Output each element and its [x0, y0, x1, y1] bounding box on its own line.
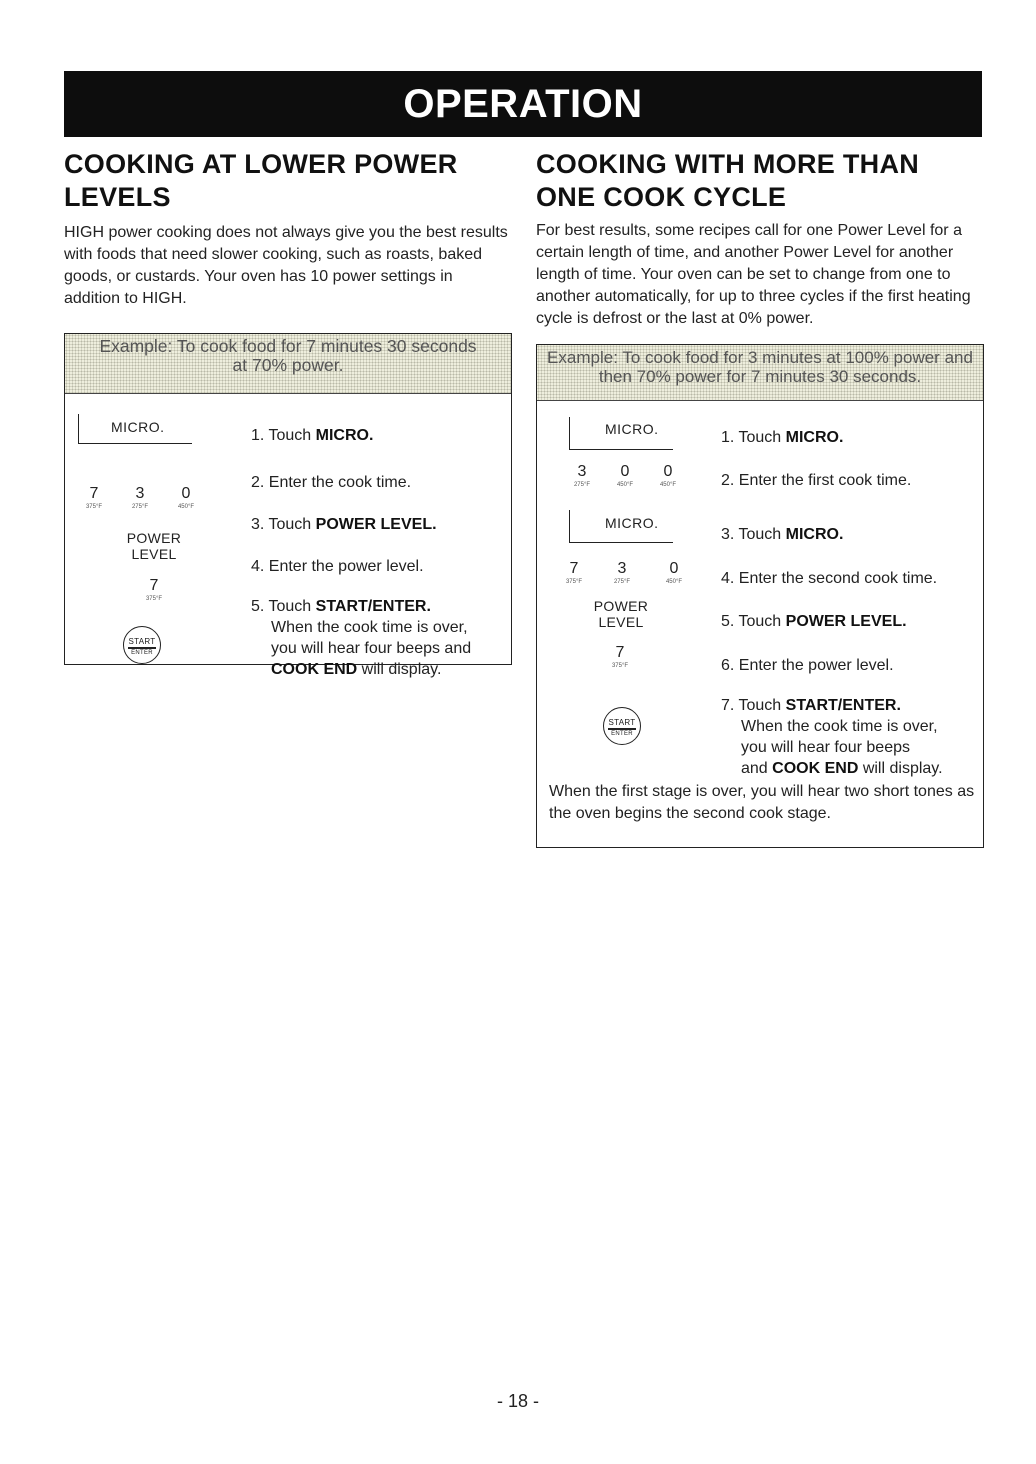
digit-num: 7 [615, 644, 625, 661]
step-5 [251, 596, 471, 680]
micro-key: MICRO. [605, 515, 659, 531]
digit-num: 0 [669, 560, 679, 577]
operation-banner: OPERATION [64, 71, 982, 137]
lower-power-example-box [64, 333, 512, 678]
step-bold: MICRO. [785, 526, 844, 543]
step-3 [721, 524, 843, 545]
example-header [65, 334, 511, 394]
multi-cycle-section [536, 148, 984, 848]
digit-num: 0 [663, 463, 673, 480]
digit-key [659, 560, 689, 585]
second-stage-note: When the first stage is over, you will hear two short tones as the oven begins the second cook stage. [549, 783, 975, 822]
step-2: 2. Enter the cook time. [251, 474, 412, 491]
start-bar [128, 647, 156, 649]
digit-key [559, 560, 589, 585]
step-bold: POWER LEVEL. [785, 613, 907, 630]
digit-key [607, 560, 637, 585]
step-2: 2. Enter the first cook time. [721, 472, 912, 489]
digit-num: 7 [569, 560, 579, 577]
level-label: LEVEL [598, 614, 644, 630]
start-enter-button-icon [123, 626, 161, 664]
power-digit-key [605, 644, 635, 669]
step-1 [721, 427, 843, 448]
enter-label: ENTER [611, 731, 633, 737]
lower-power-section [64, 148, 512, 678]
digit-num: 3 [135, 485, 145, 502]
level-label: LEVEL [131, 546, 177, 562]
step-bold: POWER LEVEL. [315, 516, 437, 533]
step-5 [721, 611, 907, 632]
digit-key [610, 463, 640, 488]
lower-power-heading [64, 148, 512, 214]
digit-temp: 375°F [611, 663, 629, 669]
digit-num: 0 [181, 485, 191, 502]
step-text: 5. Touch [251, 598, 316, 615]
micro-key: MICRO. [605, 421, 659, 437]
step-bold: START/ENTER. [785, 697, 901, 714]
power-level-key [114, 530, 194, 562]
step-text: you will hear four beeps and [271, 640, 472, 657]
digit-temp: 375°F [565, 579, 583, 585]
step-bold: COOK END [772, 760, 859, 777]
step-text: When the cook time is over, [741, 718, 938, 735]
multi-cycle-intro: For best results, some recipes call for one Power Level for a certain length of time, and another Power Level for another length of time. Your oven can be set to change from one to another automatically, for up to three cycles if the first heating cycle is defrost or the last at 0% power. [536, 222, 971, 327]
power-label: POWER [126, 530, 182, 546]
multi-cycle-heading [536, 148, 984, 214]
step-text: When the cook time is over, [271, 619, 468, 636]
digit-key [171, 485, 201, 510]
step-text: will display. [858, 760, 943, 777]
example-line: at 70% power. [232, 355, 344, 375]
step-text: and [741, 760, 773, 777]
digit-temp: 375°F [145, 596, 163, 602]
step-bold: MICRO. [785, 429, 844, 446]
micro-key: MICRO. [111, 419, 165, 435]
step-3 [251, 514, 437, 535]
example-line: then 70% power for 7 minutes 30 seconds. [598, 367, 922, 386]
heading-line: ONE COOK CYCLE [536, 182, 787, 212]
digit-num: 3 [617, 560, 627, 577]
digit-temp: 450°F [659, 482, 677, 488]
digit-temp: 450°F [177, 504, 195, 510]
power-level-key [581, 598, 661, 630]
heading-line: COOKING WITH MORE THAN [536, 149, 920, 179]
digit-temp: 275°F [131, 504, 149, 510]
step-bold: START/ENTER. [315, 598, 431, 615]
step-text: will display. [357, 661, 442, 678]
step-text: you will hear four beeps [741, 739, 910, 756]
lower-power-intro: HIGH power cooking does not always give you the best results with foods that need slower cooking, such as roasts, baked goods, or custards. Your oven has 10 power settings in addition to HIGH. [64, 224, 508, 307]
enter-label: ENTER [131, 650, 153, 656]
example-header [537, 345, 983, 401]
multi-cycle-example-box [536, 344, 984, 848]
start-label: START [608, 718, 636, 727]
power-digit-key [139, 577, 169, 602]
digit-temp: 450°F [665, 579, 683, 585]
step-text: 1. Touch [721, 429, 786, 446]
digit-key [125, 485, 155, 510]
start-enter-button-icon [603, 707, 641, 745]
step-text: 1. Touch [251, 427, 316, 444]
digit-key [79, 485, 109, 510]
step-4: 4. Enter the power level. [251, 558, 424, 575]
digit-key [567, 463, 597, 488]
step-text: 3. Touch [721, 526, 786, 543]
digit-temp: 275°F [573, 482, 591, 488]
step-text: 7. Touch [721, 697, 786, 714]
step-6: 6. Enter the power level. [721, 657, 894, 674]
digit-num: 7 [89, 485, 99, 502]
step-1 [251, 425, 373, 446]
page-number: - 18 - [496, 1391, 539, 1411]
heading-line: COOKING AT LOWER POWER [64, 149, 458, 179]
digit-temp: 275°F [613, 579, 631, 585]
digit-temp: 375°F [85, 504, 103, 510]
step-4: 4. Enter the second cook time. [721, 570, 938, 587]
digit-temp: 450°F [616, 482, 634, 488]
step-text: 3. Touch [251, 516, 316, 533]
digit-key [653, 463, 683, 488]
step-bold: MICRO. [315, 427, 374, 444]
power-label: POWER [593, 598, 649, 614]
start-label: START [128, 637, 156, 646]
digit-num: 7 [149, 577, 159, 594]
step-7 [721, 695, 943, 779]
heading-line: LEVELS [64, 182, 171, 212]
example-line: Example: To cook food for 7 minutes 30 seconds [99, 336, 477, 356]
digit-num: 0 [620, 463, 630, 480]
step-text: 5. Touch [721, 613, 786, 630]
step-bold: COOK END [271, 661, 358, 678]
example-line: Example: To cook food for 3 minutes at 100% power and [547, 348, 973, 367]
start-bar [608, 728, 636, 730]
digit-num: 3 [577, 463, 587, 480]
